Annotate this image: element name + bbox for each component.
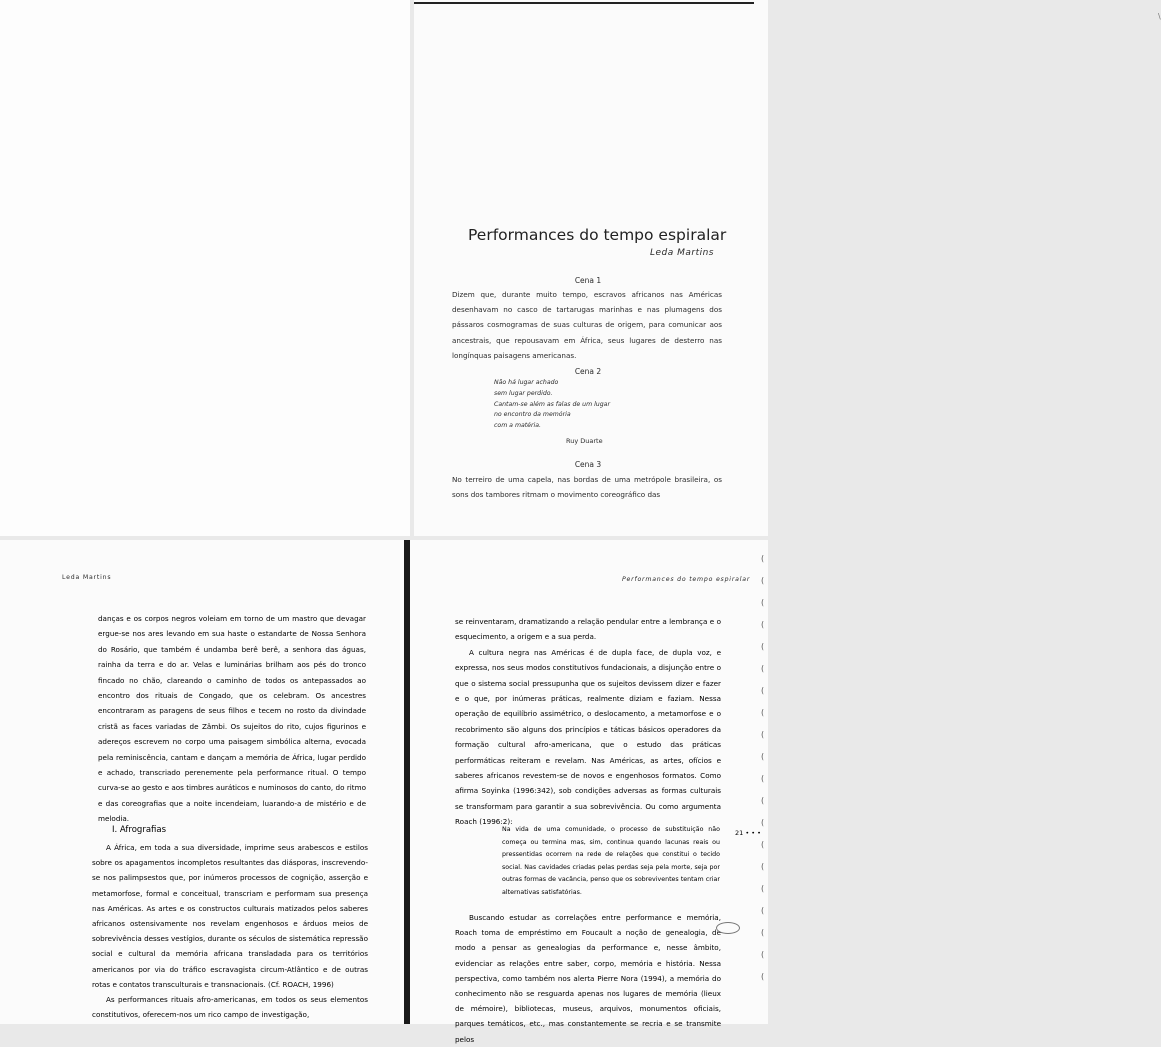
- page3-paragraph-3: As performances rituais afro-americanas, em todos os seus elementos constitutivos, oferecem-nos um rico campo de investigação,: [92, 995, 368, 1020]
- scene-2-heading: Cena 2: [574, 367, 602, 376]
- running-head-left: Leda Martins: [62, 574, 112, 581]
- chapter-title: Performances do tempo espiralar: [468, 226, 727, 244]
- poem-attribution: Ruy Duarte: [566, 437, 603, 445]
- page-number-value: 21: [735, 829, 744, 837]
- scene-1-heading: Cena 1: [574, 276, 602, 285]
- poem-line: no encontro da memória: [494, 411, 571, 419]
- edge-marks: ( ( ( ( ( ( ( ( ( ( ( ( ( ( ( ( ( ( ( (: [761, 554, 765, 981]
- stray-mark: \: [1158, 12, 1161, 21]
- page4-paragraph-3: Buscando estudar as correlações entre performance e memória, Roach toma de empréstimo em Foucault a noção de genealogia, de modo a pensar as genealogias da performance e, nesse âmbito, evidenciar as relações entre saber, corpo, memória e história. Nessa perspectiva, como também nos alerta Pierre Nora (1994), a memória do conhecimento não se resguarda apenas nos lugares de memória (lieux de mémoire), bibliotecas, museus, arquivos, monumentos oficiais, parques temáticos, etc., mas constantemente se recria e se transmite pelos: [455, 913, 721, 1044]
- block-quote: Na vida de uma comunidade, o processo de substituição não começa ou termina mas, sim, continua quando lacunas reais ou pressentidas ocorrem na rede de relações que constitui o tecido social. Nas cavidades criadas pelas perdas seja pela morte, seja por outras formas de vacância, penso que os sobreviventes tentam criar alternativas satisfatórias.: [502, 826, 720, 896]
- scene-3-text: No terreiro de uma capela, nas bordas de uma metrópole brasileira, os sons dos tambores ritmam o movimento coreográfico das: [452, 475, 722, 500]
- chapter-opening-page: [414, 0, 1161, 536]
- blank-left-page: [0, 0, 410, 536]
- top-rule: [414, 2, 754, 4]
- pencil-circle-mark: [716, 922, 740, 934]
- page4-paragraph-2: A cultura negra nas Américas é de dupla face, de dupla voz, e expressa, nos seus modos constitutivos fundacionais, a disjunção entre o que o sistema social pressupunha que os sujeitos devissem dizer e fazer e o que, por inúmeras práticas, realmente diziam e faziam. Nessa operação de equilíbrio assimétrico, o deslocamento, a metamorfose e o recobrimento são alguns dos princípios e táticas básicos operadores da formação cultural afro-americana, que o estudo das práticas performáticas reiteram e revelam. Nas Américas, as artes, ofícios e saberes africanos revestem-se de novos e engenhosos formatos. Como afirma Soyinka (1996:342), sob condições adversas as formas culturais se transformam para garantir a sua sobrevivência. Ou como argumenta Roach (1996:2):: [455, 647, 721, 827]
- page4-paragraph-1: se reinventaram, dramatizando a relação pendular entre a lembrança e o esquecimento, a origem e a sua perda.: [455, 617, 721, 642]
- poem-line: Não há lugar achado: [494, 379, 559, 386]
- scene-1-text: Dizem que, durante muito tempo, escravos africanos nas Américas desenhavam no casco de tartarugas marinhas e nas plumagens dos pássaros cosmogramas de suas culturas de origem, para comunicar aos ancestrais, que repousavam em África, seus lugares de desterro nas longínquas paisagens americanas.: [452, 290, 722, 360]
- scene-3-heading: Cena 3: [574, 460, 602, 469]
- page4-paragraphs-1-2: [455, 614, 721, 830]
- page3-paragraph-2: A África, em toda a sua diversidade, imprime seus arabescos e estilos sobre os apagamentos incompletos resultantes das diásporas, inscrevendo-se nos palimpsestos que, por inúmeros processos de cognição, asserção e metamorfose, formal e conceitual, transcriam e performam sua presença nas Américas. As artes e os constructos culturais matizados pelos saberes africanos ostensivamente nos revelam engenhosos e árduos meios de sobrevivência desses vestígios, durante os séculos de sistemática repressão social e cultural da memória africana transladada para os territórios americanos por via do tráfico escravagista circum-Atlântico e de outras rotas e contatos transculturais e transnacionais. (Cf. ROACH, 1996): [92, 843, 368, 989]
- page3-paragraph-1: danças e os corpos negros voleiam em torno de um mastro que devagar ergue-se nos ares levando em sua haste o estandarte de Nossa Senhora do Rosário, que também é undamba berê berê, a senhora das águas, rainha da terra e do ar. Velas e luminárias brilham aos pés do tronco fincado no chão, clareando o caminho de todos os antepassados ao encontro dos rituais de Congado, que os celebram. Os ancestres encontraram as paragens de seus filhos e tecem no rosto da divindade cristã as faces variadas de Zâmbi. Os sujeitos do rito, cujos figurinos e adereços escrevem no corpo uma paisagem simbólica alterna, evocada pela reminiscência, cantam e dançam a memória de África, lugar perdido e achado, transcriado perenemente pela performance ritual. O tempo curva-se ao gesto e aos timbres auráticos e numinosos do canto, do ritmo e das coreografias que a noite incendeiam, luarando-a de mistério e de melodia.: [98, 614, 366, 824]
- poem-line: Cantam-se além as falas de um lugar: [494, 400, 610, 408]
- section-heading: I. Afrografias: [112, 825, 167, 835]
- poem-line: sem lugar perdido.: [494, 389, 553, 397]
- poem-line: com a matéria.: [494, 422, 542, 430]
- page3-paragraphs-2-3: [92, 840, 368, 1022]
- epigraph-poem: [494, 378, 610, 432]
- chapter-author: Leda Martins: [649, 248, 714, 258]
- page-number: 21 • • •: [735, 829, 761, 837]
- running-head-right: Performances do tempo espiralar: [622, 576, 751, 583]
